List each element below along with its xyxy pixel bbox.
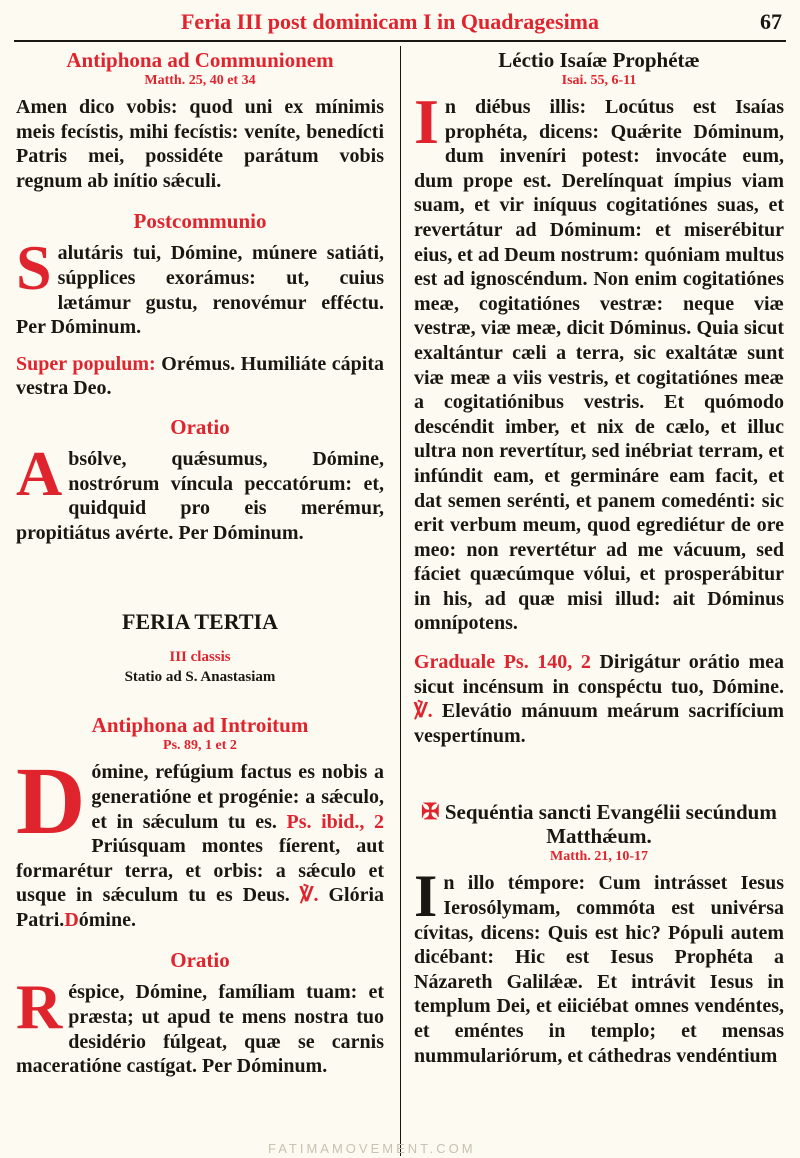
postcommunio-block	[16, 232, 384, 339]
communion-ref: Matth. 25, 40 et 34	[144, 73, 256, 88]
right-column	[414, 48, 784, 1068]
lectio-ref: Isai. 55, 6-11	[561, 73, 637, 88]
oratio2-heading: Oratio	[170, 948, 230, 973]
postcommunio-heading: Postcommunio	[133, 209, 267, 234]
oratio2-text: éspice, Dómine, famíliam tuam: et præsta; ut apud te mens nostra tuo desidério fúlgeat, quæ se carnis maceratióne castígat. Per Dóminum.	[16, 981, 384, 1078]
introitus-text-d: ómine.	[78, 908, 136, 931]
graduale-versicle: ℣.	[414, 700, 433, 723]
postcommunio-text: alutáris tui, Dómine, múnere satiáti, súpplices exorámus: ut, cuius lætámur gustu, renovémur efféctu. Per Dóminum.	[16, 242, 384, 339]
graduale-text-a: Dirigátur orátio mea sicut incénsum in conspéctu tuo, Dómine.	[414, 651, 784, 698]
introitus-text-a: ómine, refúgium factus es nobis a generatióne et progénie: a sǽculo, et in sǽculum tu es.	[91, 761, 384, 833]
column-divider	[400, 46, 401, 1156]
communion-heading: Antiphona ad Communionem	[66, 48, 334, 72]
evangelium-initial: I	[414, 863, 438, 930]
communion-text: Amen dico vobis: quod uni ex mínimis meis fecístis, mihi fecístis: veníte, benedícti Patris mei, possidéte parátum vobis regnum ab inítio sǽculi.	[16, 96, 384, 192]
graduale-text-b: Elevátio mánuum meárum sacrifícium vespertínum.	[414, 700, 785, 747]
introitus-text-c: Glória Patri.	[16, 884, 385, 931]
graduale-label: Graduale Ps. 140, 2	[414, 651, 591, 674]
evangelium-heading-block	[414, 800, 784, 848]
evangelium-text: n illo témpore: Cum intrásset Iesus Ierosólymam, commóta est univérsa cívitas, dicens: Quis est hic? Pópuli autem dicébant: Hic est Iesus Prophéta a Názareth Galilǽæ. Et intrávit Iesus in templum Dei, et eiiciébat omnes vendéntes, et eméntes in templo; et mensas nummulariórum, et cáthedras vendéntium	[414, 872, 784, 1067]
oratio-heading: Oratio	[170, 414, 230, 439]
graduale-block	[414, 650, 784, 748]
introitus-ref: Ps. 89, 1 et 2	[163, 738, 237, 754]
introitus-repeat-initial: D	[64, 908, 79, 931]
evangelium-block	[414, 863, 784, 1068]
lectio-heading: Léctio Isaíæ Prophétæ	[498, 48, 700, 72]
page-number: 67	[760, 9, 782, 34]
introitus-psalm-ref: Ps. ibid., 2	[286, 810, 385, 833]
super-populum-block	[16, 352, 384, 401]
postcommunio-initial: S	[16, 232, 52, 304]
introitus-text-b: Priúsquam montes fíerent, aut formarétur terra, et orbis: a sǽculo et usque in sǽculum tu es Deus.	[16, 835, 384, 907]
introitus-block	[16, 747, 385, 932]
oratio2-block	[16, 971, 384, 1078]
header-rule	[14, 40, 786, 42]
watermark: FATIMAMOVEMENT.COM	[268, 1141, 476, 1156]
evangelium-ref: Matth. 21, 10-17	[550, 849, 648, 865]
introitus-versicle: ℣.	[299, 884, 319, 907]
statio-label: Statio ad S. Anastasiam	[124, 669, 276, 686]
oratio-text: bsólve, quǽsumus, Dómine, nostrórum víncula peccatórum: et, quidquid pro eis merémur, propitiátus avérte. Per Dóminum.	[16, 447, 384, 544]
oratio-initial: A	[16, 437, 63, 509]
left-column	[16, 48, 384, 1079]
running-title: Feria III post dominicam I in Quadragesima	[180, 9, 600, 34]
cross-icon: ✠	[421, 799, 440, 825]
oratio2-initial: R	[16, 971, 63, 1043]
lectio-initial: I	[414, 86, 439, 157]
lectio-text: n diébus illis: Locútus est Isaías prophéta, dicens: Quǽrite Dóminum, dum inveníri potest: invocáte eum, dum prope est. Derelínquat ímpius viam suam, et vir iníquus cogitatiónes suas, et revertátur ad Dóminum: et miserébitur eius, et ad Deum nostrum: quóniam multus est ad ignoscéndum. Non enim cogitatiónes meæ, cogitatiónes vestræ: neque viæ vestræ, viæ meæ, dicit Dóminus. Quia sicut exaltántur cæli a terra, sic exaltátæ sunt viæ meæ a viis vestris, et cogitatiónes meæ a cogitatiónibus vestris. Et quómodo descéndit imber, et nix de cælo, et illuc ultra non revertítur, sed inébriat terram, et infúndit eam, et germináre eam facit, et dat semen serénti, et panem comedénti: sic erit verbum meum, quod egrediétur de ore meo: non revertétur ad me vácuum, sed fáciet quæcúmque vólui, et prosperábitur in his, ad quæ misi illud: ait Dóminus omnípotens.	[414, 96, 784, 635]
lectio-block	[414, 86, 784, 636]
classis-label: III classis	[169, 649, 231, 666]
page-header	[0, 0, 800, 44]
evangelium-heading: Sequéntia sancti Evangélii secúndum Matthǽum.	[444, 800, 777, 849]
introitus-heading: Antiphona ad Introitum	[91, 713, 309, 738]
feria-title: FERIA TERTIA	[122, 609, 278, 635]
super-populum-text: Orémus. Humiliáte cápita vestra Deo.	[16, 352, 384, 400]
oratio-block	[16, 437, 384, 545]
super-populum-label: Super populum:	[16, 352, 156, 375]
introitus-initial: D	[16, 747, 86, 855]
